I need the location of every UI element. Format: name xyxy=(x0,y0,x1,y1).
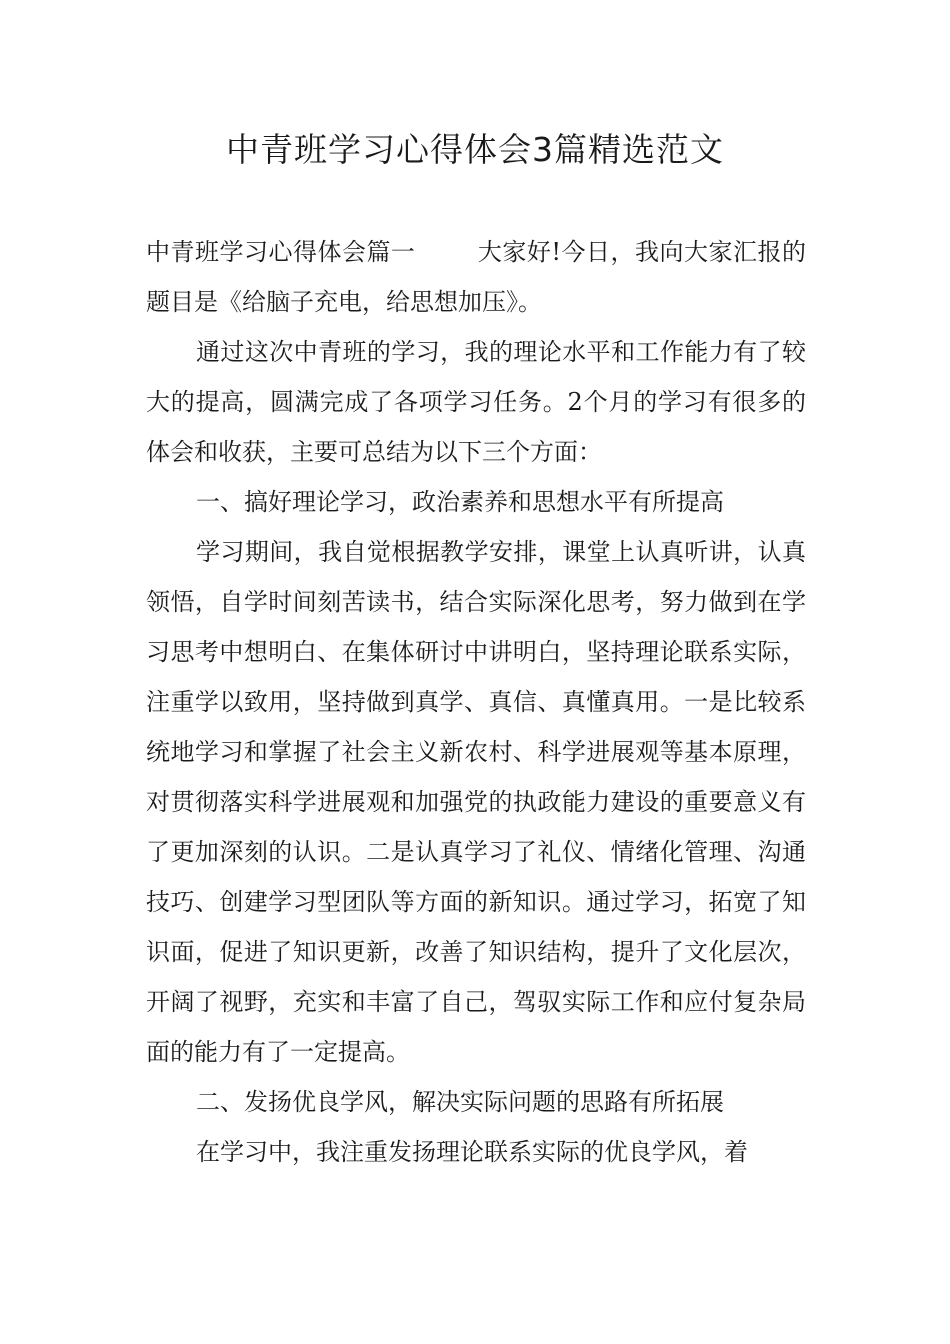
subheading: 二、发扬优良学风，解决实际问题的思路有所拓展 xyxy=(196,1088,724,1116)
paragraph: 在学习中，我注重发扬理论联系实际的优良学风，着 xyxy=(196,1138,748,1166)
paragraph: 通过这次中青班的学习，我的理论水平和工作能力有了较大的提高，圆满完成了各项学习任务。2个月的学习有很多的体会和收获，主要可总结为以下三个方面： xyxy=(146,338,806,466)
document-body xyxy=(146,227,806,1177)
opening-text: 大家好!今日，我向大家汇报的题目是《给脑子充电，给思想加压》。 xyxy=(146,238,806,316)
subheading: 一、搞好理论学习，政治素养和思想水平有所提高 xyxy=(196,488,724,516)
paragraph: 学习期间，我自觉根据教学安排，课堂上认真听讲，认真领悟，自学时间刻苦读书，结合实际深化思考，努力做到在学习思考中想明白、在集体研讨中讲明白，坚持理论联系实际，注重学以致用，坚持做到真学、真信、真懂真用。一是比较系统地学习和掌握了社会主义新农村、科学进展观等基本原理，对贯彻落实科学进展观和加强党的执政能力建设的重要意义有了更加深刻的认识。二是认真学习了礼仪、情绪化管理、沟通技巧、创建学习型团队等方面的新知识。通过学习，拓宽了知识面，促进了知识更新，改善了知识结构，提升了文化层次，开阔了视野，充实和丰富了自己，驾驭实际工作和应付复杂局面的能力有了一定提高。 xyxy=(146,538,806,1066)
opening-paragraph xyxy=(146,227,806,327)
section-heading-1: 中青班学习心得体会篇一 xyxy=(146,238,416,266)
document-title: 中青班学习心得体会3篇精选范文 xyxy=(226,130,724,169)
